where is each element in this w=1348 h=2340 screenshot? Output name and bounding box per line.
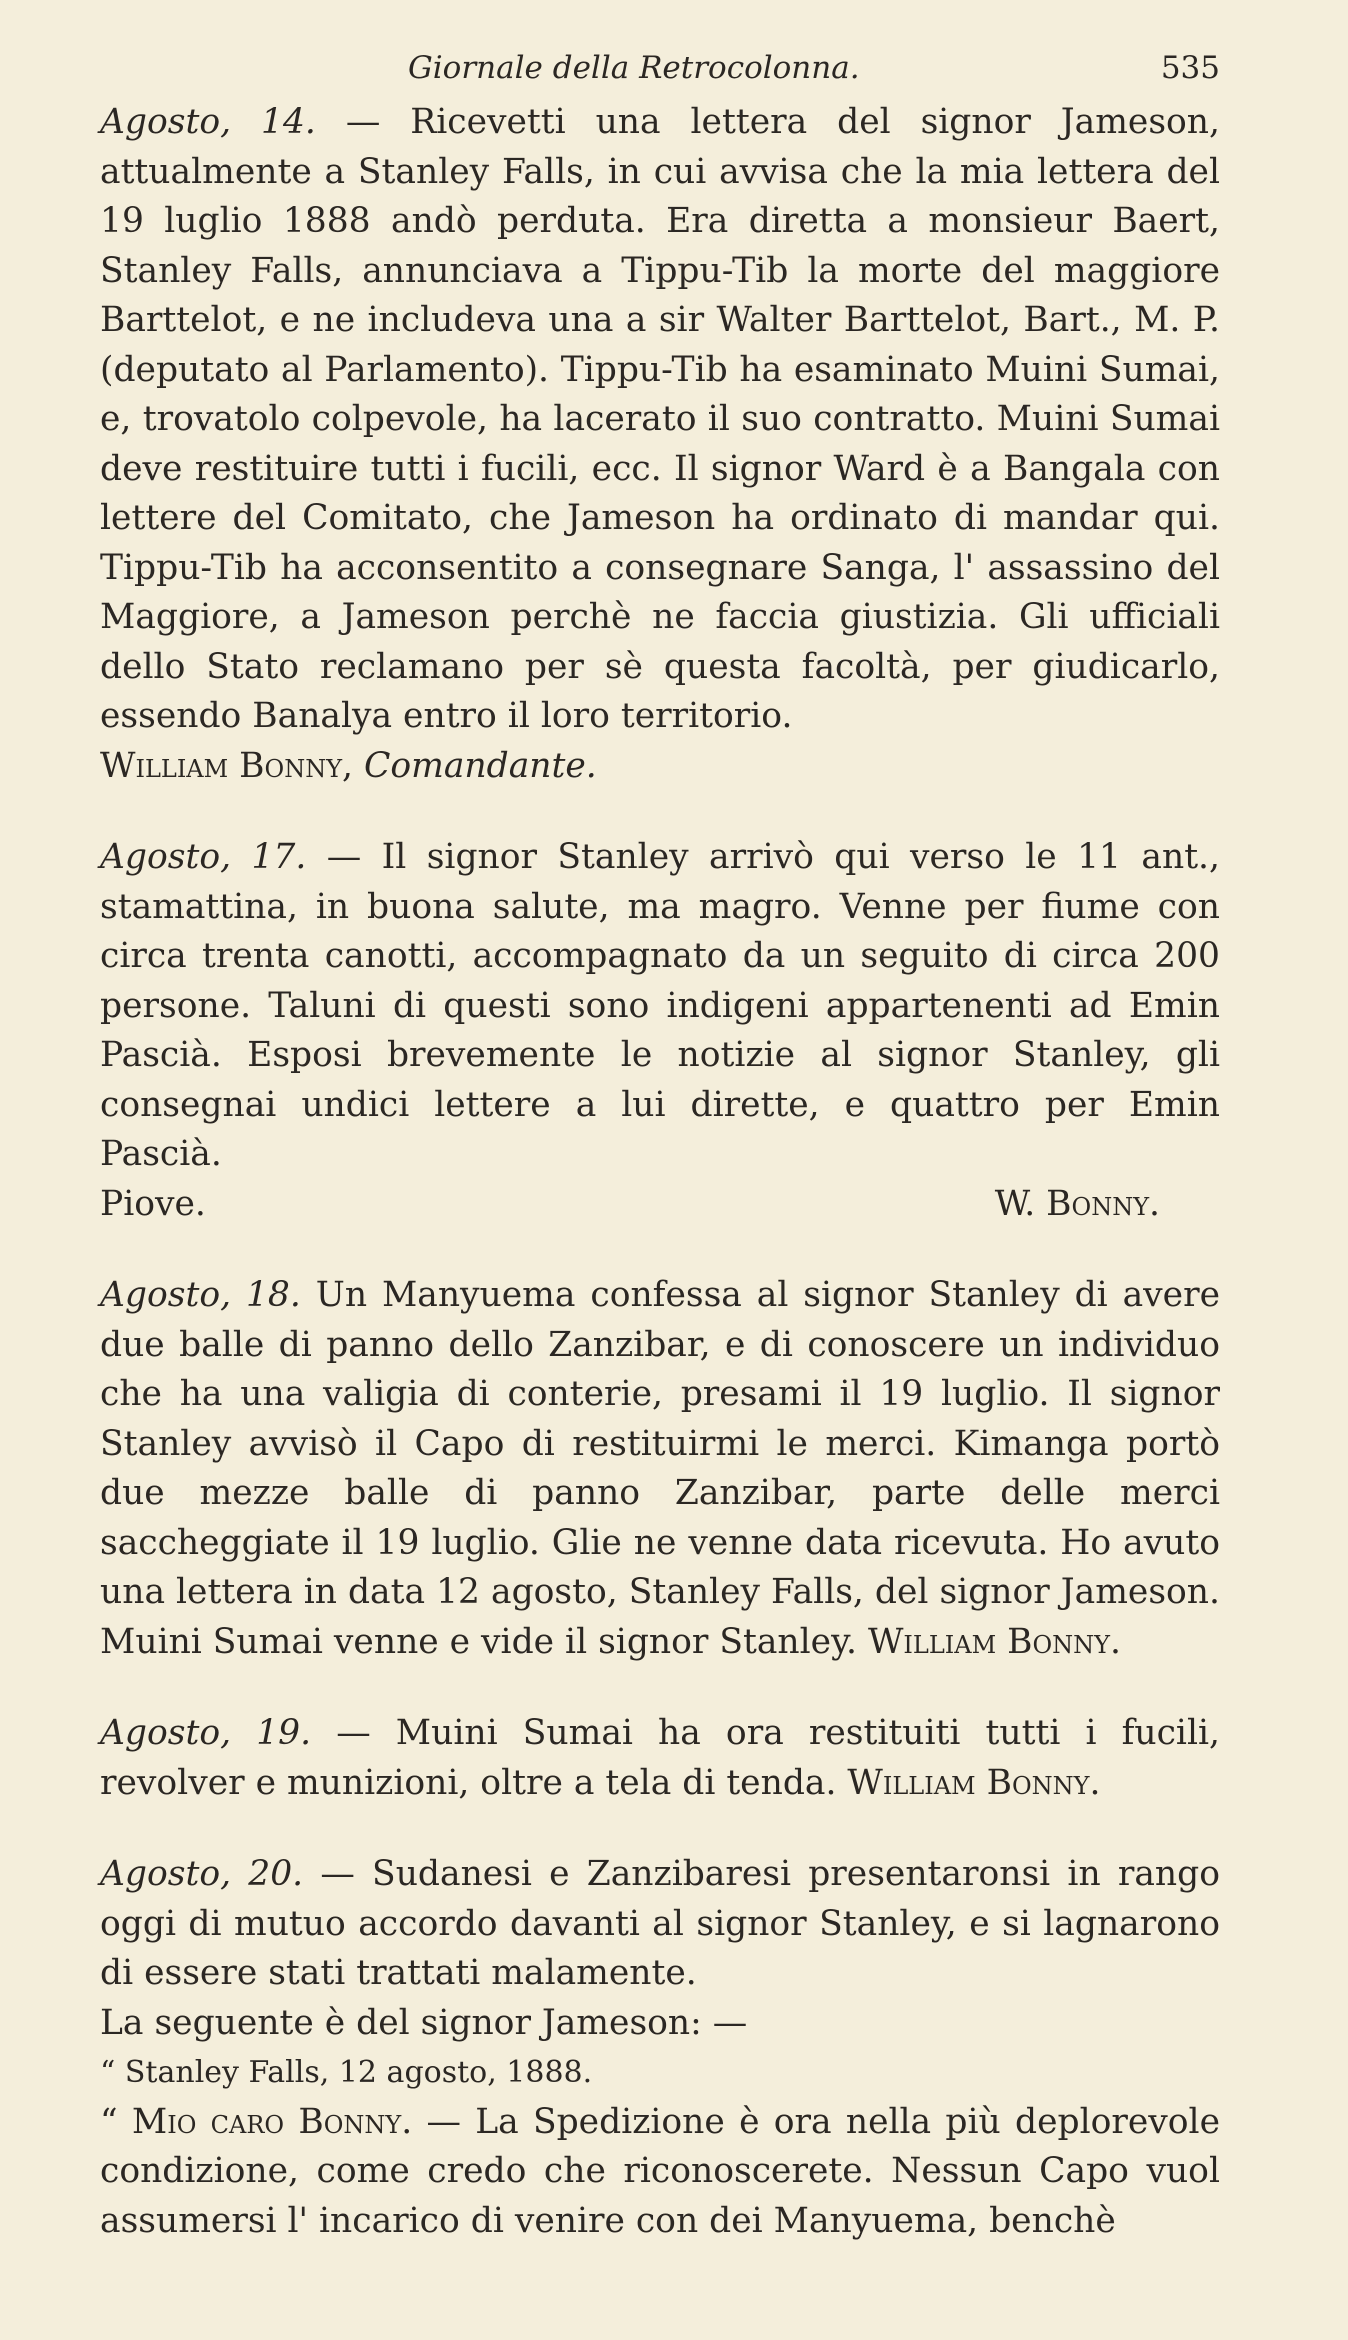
entry-text: — Sudanesi e Zanzibaresi presentaronsi in rango oggi di mutuo accordo davanti al signor Stanley, e si lagnarono di essere stati trattati malamente. [100, 1854, 1221, 1993]
entry-closing: Piove. [100, 1183, 206, 1224]
entry-closing-line [100, 1180, 1220, 1230]
journal-entry [100, 1850, 1220, 2246]
journal-entry [100, 1271, 1220, 1667]
journal-entry [100, 1709, 1220, 1808]
entry-signature: William Bonny. [847, 1762, 1101, 1803]
entry-signature-title: Comandante. [363, 745, 597, 786]
entry-text: — Il signor Stanley arrivò qui verso le 11 ant., stamattina, in buona salute, ma magro. Venne per fiume con circa trenta canotti, accompagnato da un seguito di circa 200 persone. Taluni di questi sono indigeni appartenenti ad Emin Pascià. Esposi brevemente le notizie al signor Stanley, gli consegnai undici lettere a lui dirette, e quattro per Emin Pascià. [100, 837, 1220, 1174]
entry-paragraph [100, 833, 1220, 1180]
journal-entry [100, 833, 1220, 1229]
entry-date: Agosto, 17. [100, 837, 307, 877]
entry-text: — Ricevetti una lettera del signor Jameson, attualmente a Stanley Falls, in cui avvisa che la mia lettera del 19 luglio 1888 andò perduta. Era diretta a monsieur Baert, Stanley Falls, annunciava a Tippu-Tib la morte del maggiore Barttelot, e ne includeva una a sir Walter Barttelot, Bart., M. P. (deputato al Parlamento). Tippu-Tib ha esaminato Muini Sumai, e, trovatolo colpevole, ha lacerato il suo contratto. Muini Sumai deve restituire tutti i fucili, ecc. Il signor Ward è a Bangala con lettere del Comitato, che Jameson ha ordinato di mandar qui. Tippu-Tib ha acconsentito a consegnare Sanga, l' assassino del Maggiore, a Jameson perchè ne faccia giustizia. Gli ufficiali dello Stato reclamano per sè questa facoltà, per giudicarlo, essendo Banalya entro il loro territorio. [100, 102, 1220, 736]
entry-date: Agosto, 18. [100, 1275, 301, 1315]
page-header [100, 48, 1220, 88]
entry-paragraph [100, 1271, 1220, 1667]
entry-text: — Muini Sumai ha ora restituiti tutti i fucili, revolver e munizioni, oltre a tela di tenda. [100, 1713, 1221, 1803]
letter-heading: “ Stanley Falls, 12 agosto, 1888. [100, 2055, 593, 2090]
letter-salutation: “ Mio caro Bonny. [100, 2101, 413, 2142]
entry-signature: W. Bonny. [994, 1183, 1160, 1224]
entry-follow-paragraph: La seguente è del signor Jameson: — [100, 2002, 748, 2043]
entry-paragraph [100, 98, 1220, 742]
entry-date: Agosto, 20. [100, 1854, 304, 1894]
entry-paragraph [100, 1850, 1220, 1999]
journal-entry [100, 98, 1220, 791]
letter-text: — La Spedizione è ora nella più deplorevole condizione, come credo che riconoscerete. Nessun Capo vuol assumersi l' incarico di venire con dei Manyuema, benchè [100, 2101, 1220, 2241]
entry-text: Un Manyuema confessa al signor Stanley di avere due balle di panno dello Zanzibar, e di conoscere un individuo che ha una valigia di conterie, presami il 19 luglio. Il signor Stanley avvisò il Capo di restituirmi le merci. Kimanga portò due mezze balle di panno Zanzibar, parte delle merci saccheggiate il 19 luglio. Glie ne venne data ricevuta. Ho avuto una lettera in data 12 agosto, Stanley Falls, del signor Jameson. Muini Sumai venne e vide il signor Stanley. [100, 1275, 1220, 1662]
entry-paragraph [100, 1709, 1220, 1808]
page-number: 535 [1160, 50, 1220, 86]
entry-signature: William Bonny, [100, 745, 354, 786]
letter-paragraph [100, 2098, 1220, 2247]
entry-date: Agosto, 14. [100, 102, 316, 142]
entry-signature: William Bonny. [867, 1621, 1121, 1662]
entry-signature-line [100, 742, 1220, 792]
entry-date: Agosto, 19. [100, 1713, 312, 1753]
running-title: Giornale della Retrocolonna. [408, 50, 860, 86]
page-body [100, 98, 1220, 2246]
